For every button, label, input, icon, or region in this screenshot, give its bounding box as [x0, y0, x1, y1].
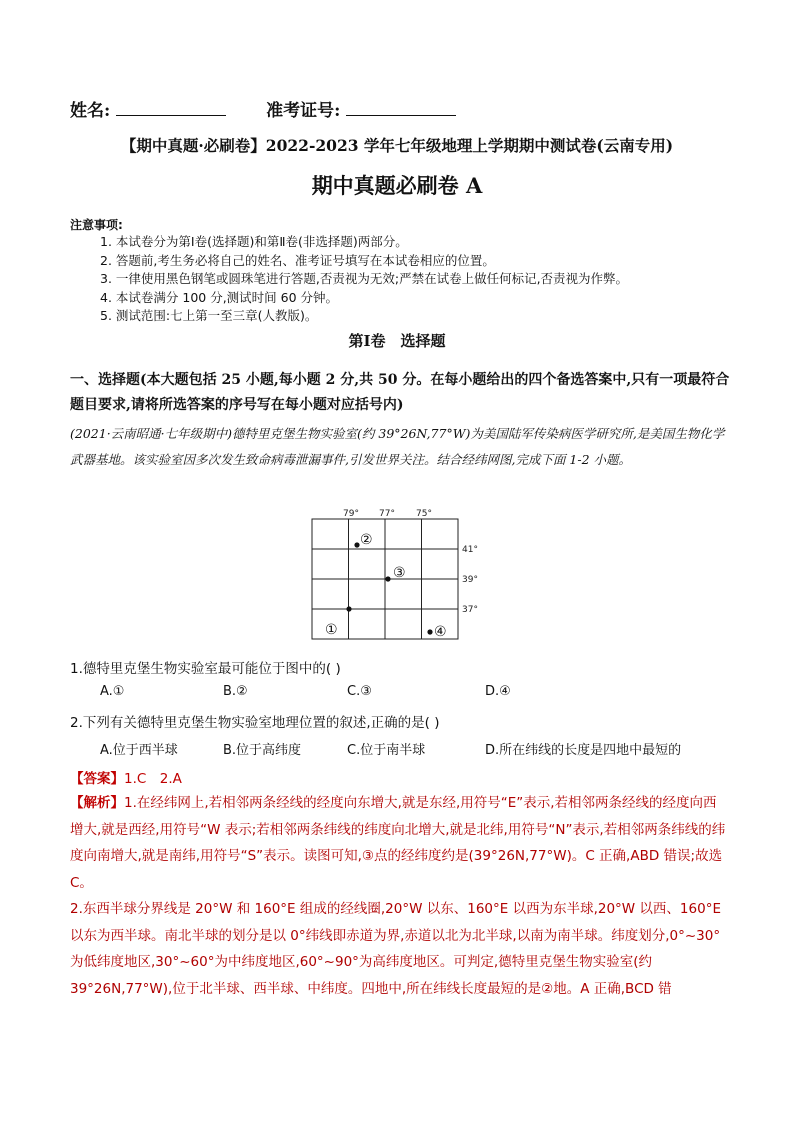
option-d[interactable]: D.④: [485, 684, 511, 699]
notice-list: [100, 233, 628, 326]
exam-no-label: 准考证号:: [266, 101, 341, 121]
point-label-4: ④: [434, 624, 447, 640]
top-label: 77°: [379, 509, 395, 519]
notice-label: 注意事项:: [70, 218, 123, 232]
analysis-paragraph-1: 1.在经纬网上,若相邻两条经线的经度向东增大,就是东经,用符号“E”表示,若相邻两条经线的经度向西增大,就是西经,用符号“W 表示;若相邻两条纬线的纬度向北增大,就是北纬,用符号“N”表示,若相邻两条纬线的纬度向南增大,就是南纬,用符号“S”表示。读图可知,③点的经纬度约是(39°26N,77°W)。C 正确,ABD 错误;故选 C。: [70, 795, 726, 891]
analysis-tag: 【解析】: [70, 795, 124, 811]
option-c[interactable]: C.位于南半球: [347, 743, 426, 758]
option-d[interactable]: D.所在纬线的长度是四地中最短的: [485, 743, 682, 758]
top-label: 75°: [416, 509, 432, 519]
top-label: 79°: [343, 509, 359, 519]
name-label: 姓名:: [70, 101, 111, 121]
question-2-stem: 2.下列有关德特里克堡生物实验室地理位置的叙述,正确的是( ): [70, 715, 440, 731]
option-a[interactable]: A.①: [100, 684, 125, 699]
point-dot-2: [354, 542, 359, 547]
notice-item: 3. 一律使用黑色钢笔或圆珠笔进行答题,否责视为无效;严禁在试卷上做任何标记,否责视为作弊。: [100, 271, 629, 286]
right-label: 39°: [462, 575, 478, 585]
answer-tag: 【答案】: [70, 771, 124, 787]
option-c[interactable]: C.③: [347, 684, 372, 699]
grid-lines: [312, 519, 458, 639]
exam-no-blank[interactable]: [346, 101, 456, 116]
notice-item: 1. 本试卷分为第Ⅰ卷(选择题)和第Ⅱ卷(非选择题)两部分。: [100, 234, 408, 249]
notice-item: 5. 测试范围:七上第一至三章(人教版)。: [100, 308, 318, 323]
page-title: 期中真题必刷卷 A: [311, 173, 483, 198]
answer-line: [70, 767, 182, 787]
analysis-block: [70, 790, 730, 1002]
question-2-options: [0, 739, 794, 759]
question-1-stem: 1.德特里克堡生物实验室最可能位于图中的( ): [70, 661, 341, 677]
name-blank[interactable]: [116, 101, 226, 116]
analysis-paragraph-2: 2.东西半球分界线是 20°W 和 160°E 组成的经线圈,20°W 以东、160°E 以西为东半球,20°W 以西、160°E 以东为西半球。南北半球的划分是以 0°纬线即赤道为界,赤道以北为北半球,以南为南半球。纬度划分,0°~30°为低纬度地区,30°~60°为中纬度地区,60°~90°为高纬度地区。可判定,德特里克堡生物实验室(约 39°26N,77°W),位于北半球、西半球、中纬度。四地中,所在纬线长度最短的是②地。A 正确,BCD 错: [70, 901, 721, 997]
subject-title: 【期中真题·必刷卷】2022-2023 学年七年级地理上学期期中测试卷(云南专用): [120, 136, 674, 155]
option-b[interactable]: B.②: [223, 684, 248, 699]
exam-header: [70, 96, 462, 121]
question-1-options: [0, 684, 794, 704]
answer-text: 1.C 2.A: [124, 771, 182, 787]
point-dot-1: [346, 606, 351, 611]
point-label-1: ①: [325, 622, 338, 638]
part-heading: 一、选择题(本大题包括 25 小题,每小题 2 分,共 50 分。在每小题给出的四个备选答案中,只有一项最符合题目要求,请将所选答案的序号写在每小题对应括号内): [70, 372, 730, 413]
question-intro: (2021·云南昭通·七年级期中)德特里克堡生物实验室(约 39°26N,77°W)为美国陆军传染病医学研究所,是美国生物化学武器基地。该实验室因多次发生致命病毒泄漏事件,引发世界关注。结合经纬网图,完成下面 1-2 小题。: [70, 426, 725, 467]
section-title: 第Ⅰ卷 选择题: [348, 332, 446, 350]
right-label: 37°: [462, 605, 478, 615]
option-b[interactable]: B.位于高纬度: [223, 743, 302, 758]
point-label-3: ③: [393, 565, 406, 581]
right-label: 41°: [462, 545, 478, 555]
point-label-2: ②: [360, 532, 373, 548]
point-dot-3: [385, 576, 390, 581]
lat-long-grid-map: [300, 505, 490, 645]
option-a[interactable]: A.位于西半球: [100, 743, 178, 758]
point-dot-4: [427, 629, 432, 634]
notice-item: 4. 本试卷满分 100 分,测试时间 60 分钟。: [100, 289, 339, 305]
notice-item: 2. 答题前,考生务必将自己的姓名、准考证号填写在本试卷相应的位置。: [100, 252, 495, 268]
